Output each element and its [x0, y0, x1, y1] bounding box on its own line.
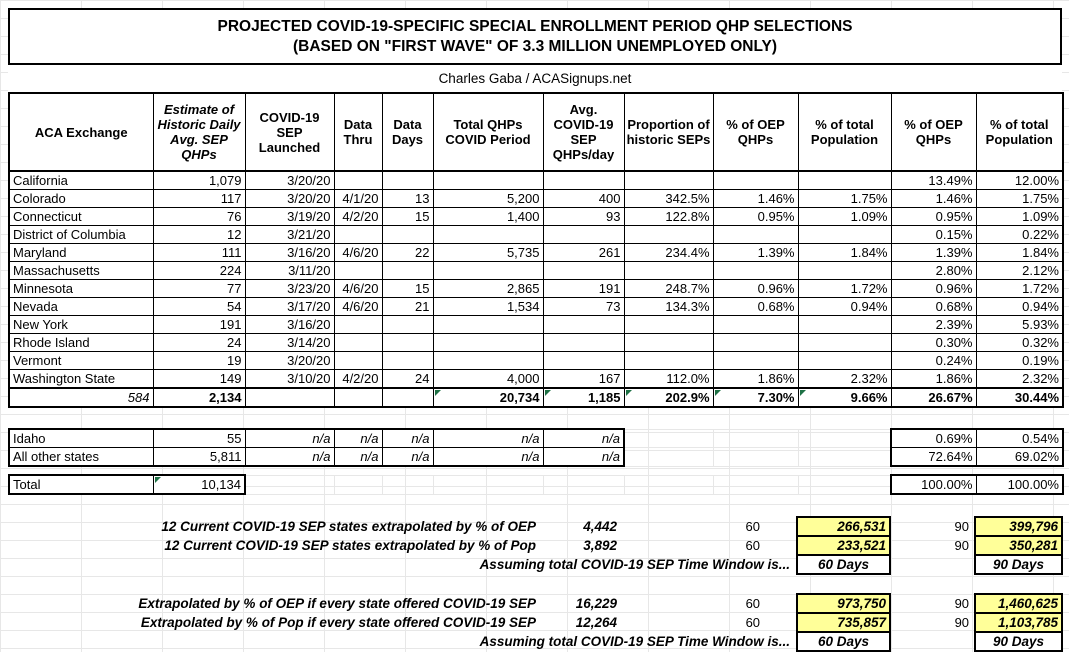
cell[interactable]: 0.68% — [713, 298, 798, 316]
cell-empty[interactable] — [623, 517, 712, 536]
cell[interactable]: n/a — [433, 448, 543, 467]
cell[interactable] — [543, 316, 624, 334]
byline: Charles Gaba / ACASignups.net — [8, 65, 1062, 92]
cell-grand-total-label[interactable]: Total — [9, 475, 153, 494]
cell-total-flagged[interactable]: 9.66% — [798, 388, 891, 407]
cell[interactable] — [433, 226, 543, 244]
cell[interactable]: 0.95% — [713, 208, 798, 226]
cell[interactable]: 261 — [543, 244, 624, 262]
cell[interactable] — [382, 226, 433, 244]
cell[interactable]: 24 — [153, 334, 245, 352]
cell[interactable]: 3/19/20 — [245, 208, 334, 226]
cell[interactable]: 0.15% — [891, 226, 976, 244]
cell-state[interactable]: Colorado — [9, 190, 153, 208]
cell[interactable] — [798, 334, 891, 352]
cell[interactable]: 1.09% — [976, 208, 1063, 226]
cell-empty[interactable] — [245, 475, 334, 494]
cell[interactable]: n/a — [382, 448, 433, 467]
cell[interactable]: 3/20/20 — [245, 171, 334, 190]
header-estimate-historic-daily-avg[interactable]: Estimate of Historic Daily Avg. SEP QHPs — [153, 93, 245, 171]
cell[interactable]: 1,400 — [433, 208, 543, 226]
cell[interactable]: 3/23/20 — [245, 280, 334, 298]
cell-total[interactable]: 30.44% — [976, 388, 1063, 407]
cell-per-day[interactable]: 4,442 — [583, 518, 617, 534]
cell-total-60-highlighted[interactable]: 735,857 — [797, 613, 890, 632]
cell-days-60[interactable]: 60 — [745, 537, 760, 553]
cell[interactable] — [713, 171, 798, 190]
cell[interactable] — [798, 262, 891, 280]
cell[interactable]: 134.3% — [624, 298, 713, 316]
cell[interactable]: 19 — [153, 352, 245, 370]
cell[interactable] — [624, 352, 713, 370]
cell[interactable]: 2.12% — [976, 262, 1063, 280]
cell[interactable]: n/a — [334, 429, 382, 448]
cell[interactable]: 1,079 — [153, 171, 245, 190]
cell[interactable] — [624, 334, 713, 352]
cell[interactable]: 4,000 — [433, 370, 543, 389]
cell-total[interactable]: 584 — [9, 388, 153, 407]
cell-total[interactable] — [382, 388, 433, 407]
cell-total[interactable] — [334, 388, 382, 407]
cell-per-day[interactable]: 16,229 — [575, 595, 618, 611]
cell-empty[interactable] — [713, 429, 798, 448]
cell-empty[interactable] — [624, 448, 713, 467]
table-row-colorado — [9, 190, 1063, 208]
cell[interactable]: 55 — [153, 429, 245, 448]
cell-days-90[interactable]: 90 — [954, 595, 970, 611]
cell-state[interactable]: Connecticut — [9, 208, 153, 226]
cell[interactable]: 248.7% — [624, 280, 713, 298]
cell-window-90[interactable]: 90 Days — [975, 555, 1062, 574]
cell[interactable]: 3/11/20 — [245, 262, 334, 280]
cell-empty[interactable] — [334, 475, 382, 494]
cell[interactable]: 149 — [153, 370, 245, 389]
cell[interactable] — [543, 226, 624, 244]
cell[interactable]: 2.39% — [891, 316, 976, 334]
cell[interactable] — [334, 316, 382, 334]
scenario-label[interactable]: Extrapolated by % of OEP if every state offered COVID-19 SEP — [138, 595, 537, 611]
cell[interactable]: 54 — [153, 298, 245, 316]
cell-state[interactable]: California — [9, 171, 153, 190]
cell-state[interactable]: Vermont — [9, 352, 153, 370]
cell[interactable] — [624, 171, 713, 190]
cell-pct-pop-total[interactable]: 100.00% — [976, 475, 1063, 494]
cell-per-day[interactable]: 12,264 — [575, 614, 618, 630]
cell[interactable]: 3/10/20 — [245, 370, 334, 389]
table-row-minnesota — [9, 280, 1063, 298]
cell[interactable] — [334, 171, 382, 190]
cell-total[interactable] — [245, 388, 334, 407]
cell[interactable]: 1.75% — [976, 190, 1063, 208]
cell[interactable]: 0.96% — [891, 280, 976, 298]
cell[interactable]: 15 — [382, 280, 433, 298]
assuming-label[interactable]: Assuming total COVID-19 SEP Time Window is... — [479, 556, 790, 572]
header-row — [9, 93, 1063, 171]
cell[interactable]: 1.84% — [798, 244, 891, 262]
scenario-row — [8, 536, 1062, 555]
cell-empty[interactable] — [798, 475, 891, 494]
cell[interactable]: 234.4% — [624, 244, 713, 262]
cell[interactable]: 1.86% — [713, 370, 798, 389]
scenario-row — [8, 517, 1062, 536]
cell-state[interactable]: District of Columbia — [9, 226, 153, 244]
cell-window-60[interactable]: 60 Days — [797, 555, 890, 574]
cell-total-flagged[interactable]: 1,185 — [543, 388, 624, 407]
main-table — [8, 92, 1064, 408]
cell-total-60-highlighted[interactable]: 973,750 — [797, 594, 890, 613]
cell-empty[interactable] — [713, 475, 798, 494]
table-row-district-of-columbia — [9, 226, 1063, 244]
cell-state[interactable]: New York — [9, 316, 153, 334]
cell-total-flagged[interactable]: 202.9% — [624, 388, 713, 407]
table-row-all-other-states — [9, 448, 1063, 467]
scenario-label[interactable]: 12 Current COVID-19 SEP states extrapolated by % of Pop — [164, 537, 536, 553]
cell[interactable] — [382, 334, 433, 352]
table-row-california — [9, 171, 1063, 190]
cell[interactable]: 167 — [543, 370, 624, 389]
cell-state[interactable]: Maryland — [9, 244, 153, 262]
table-row-massachusetts — [9, 262, 1063, 280]
cell[interactable] — [798, 316, 891, 334]
cell[interactable]: 4/6/20 — [334, 244, 382, 262]
cell[interactable]: n/a — [543, 429, 624, 448]
cell[interactable]: 0.24% — [891, 352, 976, 370]
cell[interactable]: 3/16/20 — [245, 316, 334, 334]
cell-total-90-highlighted[interactable]: 399,796 — [975, 517, 1062, 536]
cell-total-60-highlighted[interactable]: 233,521 — [797, 536, 890, 555]
cell[interactable]: 2.32% — [798, 370, 891, 389]
cell-pct-oep-total[interactable]: 100.00% — [891, 475, 976, 494]
cell-total-60-highlighted[interactable]: 266,531 — [797, 517, 890, 536]
grand-total-table — [8, 474, 1064, 495]
cell-state[interactable]: Minnesota — [9, 280, 153, 298]
cell[interactable] — [382, 316, 433, 334]
cell[interactable] — [624, 262, 713, 280]
totals-row — [9, 388, 1063, 407]
cell-state[interactable]: All other states — [9, 448, 153, 467]
cell[interactable]: 0.19% — [976, 352, 1063, 370]
cell-total-90-highlighted[interactable]: 1,103,785 — [975, 613, 1062, 632]
cell[interactable]: n/a — [433, 429, 543, 448]
cell[interactable]: 13.49% — [891, 171, 976, 190]
cell[interactable]: 1.39% — [713, 244, 798, 262]
cell[interactable]: 2.80% — [891, 262, 976, 280]
cell[interactable]: 3/20/20 — [245, 190, 334, 208]
cell[interactable]: 5,200 — [433, 190, 543, 208]
cell-empty[interactable] — [624, 429, 713, 448]
cell-days-90[interactable]: 90 — [954, 537, 969, 553]
spacer — [8, 495, 1062, 516]
sheet-title-line1: PROJECTED COVID-19-SPECIFIC SPECIAL ENROLLMENT PERIOD QHP SELECTIONS — [217, 18, 853, 35]
cell[interactable]: 0.96% — [713, 280, 798, 298]
cell[interactable]: n/a — [543, 448, 624, 467]
cell[interactable]: 4/6/20 — [334, 280, 382, 298]
cell-empty[interactable] — [623, 594, 712, 613]
cell[interactable]: 0.30% — [891, 334, 976, 352]
cell[interactable]: 2,865 — [433, 280, 543, 298]
spacer — [8, 408, 1062, 428]
table-row-washington-state — [9, 370, 1063, 389]
cell-empty[interactable] — [798, 429, 891, 448]
cell[interactable]: 0.94% — [976, 298, 1063, 316]
cell[interactable]: 1.09% — [798, 208, 891, 226]
cell[interactable]: n/a — [245, 448, 334, 467]
cell-state[interactable]: Rhode Island — [9, 334, 153, 352]
cell[interactable]: 0.69% — [891, 429, 976, 448]
cell-empty[interactable] — [623, 613, 712, 632]
cell[interactable]: n/a — [334, 448, 382, 467]
header-pct-total-population-2[interactable]: % of total Population — [976, 93, 1063, 171]
cell[interactable]: 342.5% — [624, 190, 713, 208]
cell-total-90-highlighted[interactable]: 350,281 — [975, 536, 1062, 555]
cell[interactable] — [798, 171, 891, 190]
cell-state[interactable]: Massachusetts — [9, 262, 153, 280]
header-pct-oep-qhps-2[interactable]: % of OEP QHPs — [891, 93, 976, 171]
cell[interactable]: 400 — [543, 190, 624, 208]
cell[interactable]: 73 — [543, 298, 624, 316]
header-total-qhps-covid-period[interactable]: Total QHPs COVID Period — [433, 93, 543, 171]
cell[interactable]: 5.93% — [976, 316, 1063, 334]
cell[interactable] — [334, 352, 382, 370]
grand-total-row — [9, 475, 1063, 494]
cell[interactable]: n/a — [382, 429, 433, 448]
header-proportion-historic-seps[interactable]: Proportion of historic SEPs — [624, 93, 713, 171]
cell[interactable]: 24 — [382, 370, 433, 389]
sheet-title — [8, 8, 1062, 65]
cell-state[interactable]: Idaho — [9, 429, 153, 448]
cell[interactable]: 5,735 — [433, 244, 543, 262]
cell[interactable]: 4/1/20 — [334, 190, 382, 208]
scenario-label[interactable]: 12 Current COVID-19 SEP states extrapolated by % of OEP — [161, 518, 536, 534]
cell[interactable] — [334, 334, 382, 352]
cell[interactable]: 13 — [382, 190, 433, 208]
cell-days-90[interactable]: 90 — [954, 518, 969, 534]
cell[interactable] — [713, 316, 798, 334]
assuming-label[interactable]: Assuming total COVID-19 SEP Time Window is... — [479, 633, 791, 649]
cell[interactable] — [543, 262, 624, 280]
cell[interactable]: 191 — [543, 280, 624, 298]
cell[interactable]: 0.95% — [891, 208, 976, 226]
cell[interactable]: 0.54% — [976, 429, 1063, 448]
cell-total-90-highlighted[interactable]: 1,460,625 — [975, 594, 1062, 613]
cell[interactable]: 2.32% — [976, 370, 1063, 389]
cell-empty[interactable] — [382, 475, 433, 494]
cell-state[interactable]: Washington State — [9, 370, 153, 389]
cell-empty[interactable] — [623, 536, 712, 555]
cell-total-flagged[interactable]: 7.30% — [713, 388, 798, 407]
cell[interactable] — [543, 171, 624, 190]
cell[interactable]: 0.68% — [891, 298, 976, 316]
cell[interactable]: 4/2/20 — [334, 208, 382, 226]
cell[interactable]: 22 — [382, 244, 433, 262]
cell[interactable]: 12 — [153, 226, 245, 244]
cell[interactable]: 72.64% — [891, 448, 976, 467]
cell[interactable] — [433, 316, 543, 334]
cell[interactable]: 0.22% — [976, 226, 1063, 244]
cell-total-flagged[interactable]: 20,734 — [433, 388, 543, 407]
cell[interactable]: 15 — [382, 208, 433, 226]
cell[interactable] — [433, 334, 543, 352]
cell-state[interactable]: Nevada — [9, 298, 153, 316]
cell-total[interactable]: 2,134 — [153, 388, 245, 407]
table-row-rhode-island — [9, 334, 1063, 352]
cell-empty[interactable] — [713, 448, 798, 467]
scenario-all-states — [8, 593, 1063, 652]
header-data-days[interactable]: Data Days — [382, 93, 433, 171]
cell[interactable] — [334, 262, 382, 280]
cell[interactable] — [713, 226, 798, 244]
cell[interactable]: 21 — [382, 298, 433, 316]
scenario-row — [8, 594, 1062, 613]
spacer — [8, 575, 1062, 593]
cell[interactable] — [798, 352, 891, 370]
cell[interactable] — [382, 262, 433, 280]
cell[interactable]: 1.75% — [798, 190, 891, 208]
header-pct-oep-qhps-1[interactable]: % of OEP QHPs — [713, 93, 798, 171]
header-avg-covid19-sep-qhps-day[interactable]: Avg. COVID-19 SEP QHPs/day — [543, 93, 624, 171]
cell[interactable]: 1.46% — [713, 190, 798, 208]
cell[interactable]: 3/14/20 — [245, 334, 334, 352]
cell-empty[interactable] — [890, 632, 975, 651]
cell[interactable] — [713, 352, 798, 370]
table-row-idaho — [9, 429, 1063, 448]
cell[interactable]: 4/6/20 — [334, 298, 382, 316]
cell-per-day[interactable]: 3,892 — [583, 537, 617, 553]
header-pct-total-population-1[interactable]: % of total Population — [798, 93, 891, 171]
cell[interactable]: 76 — [153, 208, 245, 226]
cell[interactable]: 1.84% — [976, 244, 1063, 262]
cell[interactable] — [713, 262, 798, 280]
cell[interactable]: 191 — [153, 316, 245, 334]
cell[interactable] — [798, 226, 891, 244]
cell[interactable]: 112.0% — [624, 370, 713, 389]
cell[interactable] — [433, 352, 543, 370]
sheet-title-line2: (BASED ON "FIRST WAVE" OF 3.3 MILLION UNEMPLOYED ONLY) — [292, 38, 778, 55]
header-aca-exchange[interactable]: ACA Exchange — [9, 93, 153, 171]
cell[interactable]: 1.86% — [891, 370, 976, 389]
cell[interactable]: 0.32% — [976, 334, 1063, 352]
cell[interactable] — [543, 334, 624, 352]
cell[interactable]: 12.00% — [976, 171, 1063, 190]
cell-window-90[interactable]: 90 Days — [975, 632, 1062, 651]
cell-grand-total-value[interactable]: 10,134 — [153, 475, 245, 494]
cell[interactable]: 1,534 — [433, 298, 543, 316]
cell[interactable] — [382, 352, 433, 370]
cell[interactable]: 224 — [153, 262, 245, 280]
cell-days-60[interactable]: 60 — [745, 614, 761, 630]
table-row-nevada — [9, 298, 1063, 316]
cell[interactable] — [433, 171, 543, 190]
cell-days-60[interactable]: 60 — [745, 518, 760, 534]
scenario-assuming-row — [8, 632, 1062, 651]
cell[interactable] — [382, 171, 433, 190]
cell[interactable]: 3/16/20 — [245, 244, 334, 262]
cell[interactable]: 122.8% — [624, 208, 713, 226]
cell[interactable] — [713, 334, 798, 352]
table-row-vermont — [9, 352, 1063, 370]
other-states-table — [8, 428, 1064, 467]
cell-empty[interactable] — [890, 555, 975, 574]
cell[interactable]: 4/2/20 — [334, 370, 382, 389]
cell-empty[interactable] — [798, 448, 891, 467]
header-data-thru[interactable]: Data Thru — [334, 93, 382, 171]
cell[interactable] — [334, 226, 382, 244]
cell[interactable]: 1.46% — [891, 190, 976, 208]
scenario-row — [8, 613, 1062, 632]
cell-empty[interactable] — [624, 475, 713, 494]
cell[interactable] — [543, 352, 624, 370]
cell[interactable]: 3/17/20 — [245, 298, 334, 316]
cell-empty[interactable] — [543, 475, 624, 494]
cell[interactable]: 93 — [543, 208, 624, 226]
cell[interactable]: 77 — [153, 280, 245, 298]
header-covid19-sep-launched[interactable]: COVID-19 SEP Launched — [245, 93, 334, 171]
cell[interactable]: 3/20/20 — [245, 352, 334, 370]
cell[interactable] — [624, 316, 713, 334]
cell[interactable]: 3/21/20 — [245, 226, 334, 244]
scenario-label[interactable]: Extrapolated by % of Pop if every state offered COVID-19 SEP — [140, 614, 537, 630]
cell[interactable]: 1.72% — [976, 280, 1063, 298]
spacer — [8, 467, 1062, 474]
cell[interactable]: 111 — [153, 244, 245, 262]
cell[interactable]: n/a — [245, 429, 334, 448]
cell[interactable]: 69.02% — [976, 448, 1063, 467]
table-row-maryland — [9, 244, 1063, 262]
cell-window-60[interactable]: 60 Days — [797, 632, 890, 651]
table-row-new-york — [9, 316, 1063, 334]
cell-days-90[interactable]: 90 — [954, 614, 970, 630]
scenario-current-states — [8, 516, 1063, 575]
cell[interactable] — [624, 226, 713, 244]
table-row-connecticut — [9, 208, 1063, 226]
cell[interactable]: 1.39% — [891, 244, 976, 262]
cell-total[interactable]: 26.67% — [891, 388, 976, 407]
cell-empty[interactable] — [433, 475, 543, 494]
scenario-assuming-row — [8, 555, 1062, 574]
cell[interactable]: 5,811 — [153, 448, 245, 467]
cell[interactable]: 1.72% — [798, 280, 891, 298]
cell[interactable] — [433, 262, 543, 280]
cell-days-60[interactable]: 60 — [745, 595, 761, 611]
cell[interactable]: 0.94% — [798, 298, 891, 316]
cell[interactable]: 117 — [153, 190, 245, 208]
